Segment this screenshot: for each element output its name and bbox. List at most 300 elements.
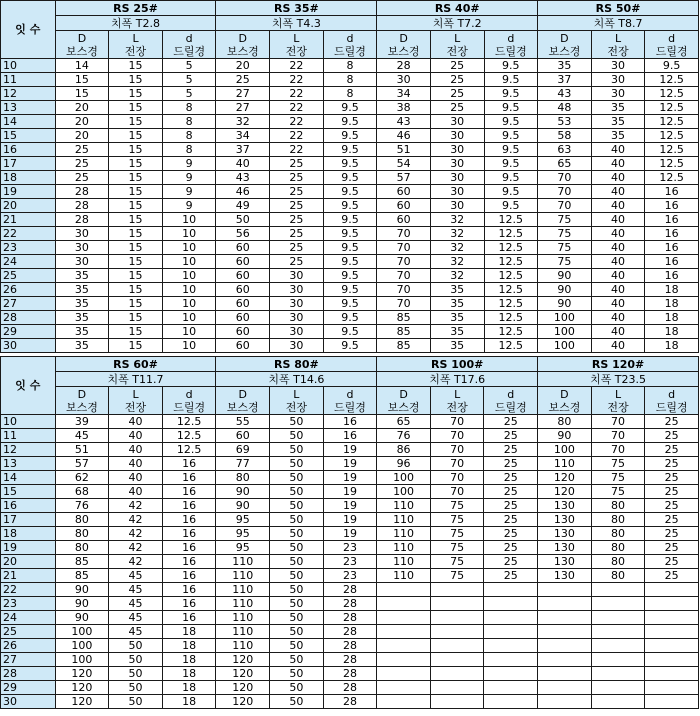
table-cell: 12.5: [484, 241, 538, 255]
table-cell: 110: [377, 513, 431, 527]
table-cell: 9.5: [484, 87, 538, 101]
table-cell: 8: [323, 59, 377, 73]
table-cell: 45: [55, 429, 109, 443]
table-cell: 22: [270, 101, 324, 115]
teeth-count: 15: [1, 485, 56, 499]
table-cell: 70: [591, 443, 645, 457]
table-cell: 70: [538, 185, 592, 199]
length-header: [109, 31, 163, 59]
table-cell: [484, 667, 538, 681]
table-cell: 110: [377, 555, 431, 569]
table-cell: 30: [270, 297, 324, 311]
table-cell: 60: [216, 297, 270, 311]
table-cell: 25: [270, 171, 324, 185]
table-cell: 25: [645, 513, 699, 527]
table-cell: 51: [377, 143, 431, 157]
teeth-count: 10: [1, 415, 56, 429]
table-row: [1, 569, 699, 583]
table-cell: 50: [270, 513, 324, 527]
table-row: [1, 129, 699, 143]
table-cell: 85: [377, 325, 431, 339]
table-cell: [538, 583, 592, 597]
table-cell: 19: [323, 443, 377, 457]
table-cell: 70: [430, 443, 484, 457]
table-cell: [645, 653, 699, 667]
table-cell: 110: [377, 541, 431, 555]
table-cell: 70: [591, 429, 645, 443]
table-row: [1, 499, 699, 513]
table-cell: 25: [484, 555, 538, 569]
column-symbol: d: [346, 387, 354, 401]
table-cell: 75: [430, 555, 484, 569]
table-cell: 16: [162, 513, 216, 527]
table-cell: 12.5: [645, 143, 699, 157]
drill-diameter-header: [323, 31, 377, 59]
teeth-count: 11: [1, 429, 56, 443]
table-cell: 15: [109, 227, 163, 241]
column-name: 보스경: [548, 44, 581, 58]
table-cell: 12.5: [162, 415, 216, 429]
table-cell: 120: [55, 667, 109, 681]
table-cell: 25: [484, 429, 538, 443]
table-cell: 30: [591, 87, 645, 101]
table-cell: [484, 625, 538, 639]
column-name: 보스경: [65, 44, 98, 58]
table-cell: [484, 611, 538, 625]
table-cell: 16: [162, 499, 216, 513]
table-cell: 110: [216, 597, 270, 611]
table-cell: [591, 597, 645, 611]
table-cell: 43: [216, 171, 270, 185]
teeth-count: 12: [1, 87, 56, 101]
table-cell: 110: [377, 527, 431, 541]
table-cell: 9.5: [323, 255, 377, 269]
table-cell: 110: [216, 583, 270, 597]
table-cell: [430, 681, 484, 695]
table-cell: 23: [323, 555, 377, 569]
table-cell: 85: [377, 311, 431, 325]
table-cell: 25: [270, 185, 324, 199]
table-row: [1, 101, 699, 115]
chain-size-title: RS 50#: [538, 1, 699, 16]
table-cell: 9.5: [323, 157, 377, 171]
table-cell: 25: [645, 485, 699, 499]
column-name: 드릴경: [334, 400, 366, 414]
table-cell: 12.5: [645, 171, 699, 185]
table-cell: 9.5: [484, 73, 538, 87]
table-cell: 40: [591, 297, 645, 311]
column-name: 전장: [446, 44, 468, 58]
table-cell: 5: [162, 59, 216, 73]
table-cell: 30: [430, 199, 484, 213]
table-cell: 40: [591, 199, 645, 213]
table-cell: 25: [645, 499, 699, 513]
table-cell: 16: [645, 199, 699, 213]
table-cell: 12.5: [484, 227, 538, 241]
table-cell: 86: [377, 443, 431, 457]
table-cell: 45: [109, 569, 163, 583]
table-cell: 15: [109, 269, 163, 283]
teeth-count: 23: [1, 597, 56, 611]
drill-diameter-header: [162, 387, 216, 415]
column-name: 전장: [607, 400, 629, 414]
table-cell: 9.5: [323, 185, 377, 199]
table-cell: 70: [377, 269, 431, 283]
boss-diameter-header: [55, 31, 109, 59]
table-row: [1, 171, 699, 185]
table-cell: 30: [430, 129, 484, 143]
table-cell: 25: [645, 555, 699, 569]
table-cell: 110: [538, 457, 592, 471]
table-cell: 28: [55, 185, 109, 199]
table-cell: 75: [591, 485, 645, 499]
table-cell: 9.5: [484, 129, 538, 143]
table-cell: 95: [216, 527, 270, 541]
table-cell: [645, 695, 699, 709]
column-symbol: d: [185, 387, 193, 401]
table-cell: 25: [484, 541, 538, 555]
table-cell: 25: [216, 73, 270, 87]
table-cell: 75: [538, 227, 592, 241]
teeth-count: 22: [1, 583, 56, 597]
table-cell: 25: [645, 429, 699, 443]
table-cell: 28: [377, 59, 431, 73]
tooth-width: 치폭 T7.2: [377, 16, 538, 31]
table-row: [1, 667, 699, 681]
table-cell: 32: [430, 241, 484, 255]
table-cell: 110: [216, 611, 270, 625]
table-cell: 25: [484, 569, 538, 583]
tooth-width: 치폭 T14.6: [216, 372, 377, 387]
table-row: [1, 443, 699, 457]
column-name: 보스경: [226, 44, 259, 58]
table-cell: 30: [430, 171, 484, 185]
chain-size-title: RS 80#: [216, 357, 377, 372]
table-cell: 18: [162, 639, 216, 653]
table-row: [1, 541, 699, 555]
table-cell: 80: [216, 471, 270, 485]
table-cell: 12.5: [645, 73, 699, 87]
table-cell: 15: [109, 129, 163, 143]
table-cell: 28: [323, 583, 377, 597]
tooth-width: 치폭 T17.6: [377, 372, 538, 387]
table-cell: 30: [270, 269, 324, 283]
table-cell: 15: [109, 59, 163, 73]
table-cell: 16: [645, 255, 699, 269]
table-cell: 40: [591, 241, 645, 255]
table-cell: 25: [484, 485, 538, 499]
table-cell: 25: [645, 457, 699, 471]
table-cell: 70: [377, 297, 431, 311]
table-cell: 75: [430, 513, 484, 527]
table-cell: [377, 639, 431, 653]
table-cell: 110: [377, 569, 431, 583]
table-cell: 60: [216, 339, 270, 353]
drill-diameter-header: [645, 387, 699, 415]
table-cell: 50: [270, 541, 324, 555]
table-row: [1, 115, 699, 129]
table-cell: [377, 695, 431, 709]
drill-diameter-header: [484, 387, 538, 415]
table-cell: 120: [216, 695, 270, 709]
table-cell: 50: [270, 527, 324, 541]
table-cell: 50: [270, 555, 324, 569]
teeth-count: 29: [1, 681, 56, 695]
table-cell: 120: [216, 681, 270, 695]
table-cell: 50: [270, 443, 324, 457]
table-cell: 9.5: [323, 129, 377, 143]
teeth-count: 18: [1, 527, 56, 541]
table-cell: [430, 695, 484, 709]
drill-diameter-header: [162, 31, 216, 59]
table-cell: 9.5: [484, 199, 538, 213]
table-cell: 50: [270, 429, 324, 443]
column-symbol: d: [668, 387, 676, 401]
table-cell: 25: [270, 199, 324, 213]
table-cell: 25: [55, 157, 109, 171]
table-cell: 100: [538, 443, 592, 457]
table-cell: [377, 681, 431, 695]
column-symbol: d: [668, 31, 676, 45]
table-row: [1, 73, 699, 87]
table-cell: 45: [109, 611, 163, 625]
table-cell: 120: [538, 485, 592, 499]
table-cell: 50: [270, 667, 324, 681]
table-cell: 42: [109, 541, 163, 555]
table-cell: 19: [323, 471, 377, 485]
table-cell: 50: [270, 485, 324, 499]
table-cell: [645, 681, 699, 695]
table-cell: 12.5: [645, 129, 699, 143]
table-cell: 28: [323, 611, 377, 625]
table-cell: 16: [645, 227, 699, 241]
table-cell: 10: [162, 297, 216, 311]
column-name: 전장: [124, 44, 147, 58]
table-cell: 80: [55, 541, 109, 555]
table-cell: 16: [162, 611, 216, 625]
table-cell: 32: [430, 255, 484, 269]
table-cell: 50: [270, 611, 324, 625]
table-cell: 18: [645, 297, 699, 311]
table-cell: 60: [216, 325, 270, 339]
table-cell: [484, 597, 538, 611]
table-row: [1, 555, 699, 569]
table-cell: 50: [270, 639, 324, 653]
table-cell: 90: [538, 269, 592, 283]
table-cell: 75: [430, 499, 484, 513]
teeth-count: 14: [1, 115, 56, 129]
table-cell: 9: [162, 185, 216, 199]
table-cell: 9.5: [484, 115, 538, 129]
table-cell: [430, 611, 484, 625]
table-cell: 16: [162, 583, 216, 597]
table-row: [1, 415, 699, 429]
table-cell: 32: [430, 227, 484, 241]
table-row: [1, 339, 699, 353]
column-name: 전장: [446, 400, 468, 414]
table-cell: 39: [55, 415, 109, 429]
column-symbol: D: [399, 31, 408, 45]
table-cell: 50: [270, 597, 324, 611]
table-cell: 130: [538, 541, 592, 555]
table-cell: 130: [538, 513, 592, 527]
table-cell: 10: [162, 213, 216, 227]
table-cell: 76: [377, 429, 431, 443]
boss-diameter-header: [216, 31, 270, 59]
table-cell: 9.5: [484, 171, 538, 185]
table-cell: 15: [109, 325, 163, 339]
teeth-count: 24: [1, 611, 56, 625]
table-cell: 30: [377, 73, 431, 87]
table-row: [1, 681, 699, 695]
table-cell: 18: [162, 681, 216, 695]
teeth-count: 20: [1, 199, 56, 213]
teeth-count: 28: [1, 667, 56, 681]
table-cell: 85: [377, 339, 431, 353]
table-row: [1, 583, 699, 597]
teeth-count: 18: [1, 171, 56, 185]
column-label-row: [1, 387, 699, 415]
table-cell: 50: [270, 695, 324, 709]
table-cell: [377, 625, 431, 639]
table-cell: 9.5: [323, 213, 377, 227]
table-cell: 16: [323, 429, 377, 443]
table-cell: 9.5: [323, 283, 377, 297]
table-row: [1, 457, 699, 471]
table-cell: 28: [323, 667, 377, 681]
column-name: 전장: [285, 400, 307, 414]
table-cell: 9.5: [323, 101, 377, 115]
table-cell: [591, 625, 645, 639]
table-cell: [430, 667, 484, 681]
table-cell: [538, 639, 592, 653]
table-cell: 16: [645, 213, 699, 227]
table-cell: 70: [430, 415, 484, 429]
column-label-row: [1, 31, 699, 59]
table-cell: 28: [55, 199, 109, 213]
table-cell: 23: [323, 541, 377, 555]
table-cell: 15: [55, 73, 109, 87]
table-row: [1, 527, 699, 541]
table-cell: 68: [55, 485, 109, 499]
table-cell: 19: [323, 499, 377, 513]
teeth-count: 17: [1, 513, 56, 527]
table-cell: 28: [323, 695, 377, 709]
table-cell: 9.5: [484, 157, 538, 171]
table-cell: 5: [162, 73, 216, 87]
table-cell: 12.5: [484, 339, 538, 353]
boss-diameter-header: [377, 31, 431, 59]
table-cell: 15: [109, 115, 163, 129]
table-cell: 120: [216, 667, 270, 681]
table-cell: 70: [430, 471, 484, 485]
table-cell: 50: [109, 681, 163, 695]
table-cell: 16: [645, 269, 699, 283]
table-row: [1, 283, 699, 297]
table-cell: 25: [484, 457, 538, 471]
teeth-count: 19: [1, 541, 56, 555]
table-cell: 51: [55, 443, 109, 457]
table-cell: 50: [109, 653, 163, 667]
boss-diameter-header: [55, 387, 109, 415]
table-row: [1, 87, 699, 101]
teeth-count: 21: [1, 569, 56, 583]
table-cell: 10: [162, 255, 216, 269]
table-cell: 60: [216, 429, 270, 443]
column-name: 보스경: [387, 400, 420, 414]
table-cell: 50: [109, 639, 163, 653]
table-cell: [645, 597, 699, 611]
table-cell: 20: [216, 59, 270, 73]
spec-table-bottom: [0, 356, 699, 709]
table-cell: 16: [162, 569, 216, 583]
table-cell: 50: [270, 569, 324, 583]
teeth-count: 27: [1, 653, 56, 667]
teeth-count: 13: [1, 101, 56, 115]
table-cell: 22: [270, 129, 324, 143]
table-cell: [377, 583, 431, 597]
teeth-count: 25: [1, 269, 56, 283]
table-cell: 25: [270, 255, 324, 269]
table-row: [1, 59, 699, 73]
table-cell: 50: [270, 457, 324, 471]
table-cell: [430, 639, 484, 653]
table-cell: 70: [538, 199, 592, 213]
table-cell: 9.5: [323, 143, 377, 157]
table-cell: 25: [55, 171, 109, 185]
spec-table-top: [0, 0, 699, 353]
table-cell: 40: [109, 429, 163, 443]
table-cell: 25: [270, 157, 324, 171]
table-row: [1, 255, 699, 269]
table-cell: 16: [162, 541, 216, 555]
table-cell: 18: [645, 325, 699, 339]
table-cell: 20: [55, 129, 109, 143]
table-cell: 9.5: [323, 199, 377, 213]
column-name: 전장: [124, 400, 147, 414]
table-cell: [645, 611, 699, 625]
table-cell: 9.5: [484, 185, 538, 199]
table-cell: 18: [645, 311, 699, 325]
column-name: 보스경: [548, 400, 581, 414]
teeth-count: 27: [1, 297, 56, 311]
teeth-count: 30: [1, 339, 56, 353]
table-cell: 9.5: [323, 171, 377, 185]
table-row: [1, 653, 699, 667]
table-cell: 8: [162, 101, 216, 115]
column-symbol: d: [507, 31, 515, 45]
table-cell: 37: [538, 73, 592, 87]
column-symbol: d: [507, 387, 515, 401]
boss-diameter-header: [377, 387, 431, 415]
table-cell: [377, 597, 431, 611]
table-cell: 12.5: [484, 269, 538, 283]
table-cell: 10: [162, 241, 216, 255]
table-cell: 20: [55, 115, 109, 129]
table-cell: 16: [162, 597, 216, 611]
table-cell: 9.5: [484, 101, 538, 115]
teeth-count: 24: [1, 255, 56, 269]
teeth-count: 10: [1, 59, 56, 73]
table-cell: 110: [216, 555, 270, 569]
table-cell: 120: [55, 681, 109, 695]
table-cell: 40: [109, 457, 163, 471]
table-cell: 25: [430, 73, 484, 87]
table-cell: [538, 611, 592, 625]
column-symbol: D: [238, 31, 247, 45]
table-cell: 30: [430, 143, 484, 157]
table-cell: 40: [591, 185, 645, 199]
